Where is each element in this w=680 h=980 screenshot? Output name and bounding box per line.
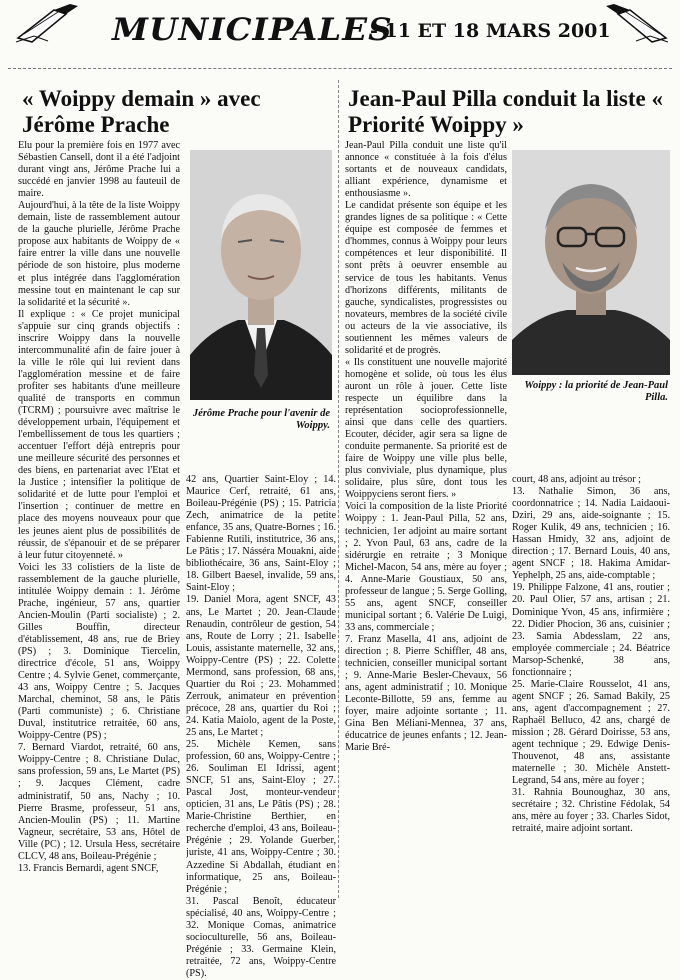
section-dates: - 11 ET 18 MARS 2001	[370, 20, 611, 42]
headline-right: Jean-Paul Pilla conduit la liste « Priorité Woippy »	[348, 86, 663, 137]
photo-jean-paul-pilla	[512, 150, 670, 375]
article-right-text-col2: court, 48 ans, adjoint au trésor ; 13. Nathalie Simon, 36 ans, coordonnatrice ; 14. Nadia Laidaoui-Dziri, 29 ans, aide-soignante ; 15. Roger Kulik, 49 ans, technicien ; 16. Hassan Hmidy, 32 ans, adjoint de direction ; 17. Bernard Louis, 40 ans, agent SNCF ; 18. Hakima Amidar-Yephelph, 25 ans, aide-comptable ; 19. Philippe Falzone, 41 ans, routier ; 20. Paul Olier, 57 ans, artisan ; 21. Dominique Yvon, 45 ans, infirmière ; 22. Didier Phocion, 36 ans, cuisinier ; 23. Samia Abdesslam, 22 ans, employée commerciale ; 24. Béatrice Marsop-Schenké, 38 ans, fonctionnaire ; 25. Marie-Claire Rousselot, 41 ans, agent SNCF ; 26. Samad Bakily, 25 ans, agent d'accompagnement ; 27. Raphaël Belluco, 42 ans, chargé de mission ; 28. Gérard Doirisse, 53 ans, agent technique ; 29. Edwige Denis-Thouvenot, 48 ans, assistante maternelle ; 30. Michèle Anstett-Legrand, 54 ans, mère au foyer ; 31. Rahnia Bounoughaz, 30 ans, secrétaire ; 32. Christine Fédolak, 54 ans, mère au foyer ; 33. Charles Sidot, retraité, maire adjoint sortant.	[512, 474, 670, 835]
header-rule	[8, 68, 672, 69]
pen-nib-icon	[600, 4, 670, 44]
pen-nib-icon	[14, 4, 84, 44]
column-divider	[338, 80, 339, 898]
photo-jerome-prache	[190, 150, 332, 400]
article-right-text-col1: Jean-Paul Pilla conduit une liste qu'il annonce « constituée à la fois d'élus sortants et de nouveaux candidats, alliant expérience, dynamisme et enthousiasme ». Le candidat présente son équipe et les grandes lignes de sa politique : « Cette équipe est composée de femmes et d'hommes, connus à Woippy pour leurs compétences et leur disponibilité. Il sont prêts à oeuvrer ensemble au service de tous les habitants. Venus d'horizons différents, militants de gauche, syndicalistes, progressistes ou novateurs, membres de la société civile ou acteurs de la vie associative, ils soutiennent les mêmes valeurs de solidarité et de progrès. « Ils constituent une nouvelle majorité homogène et solide, où tous les élus auront un rôle à jouer. Cette liste respecte un équilibre dans la représentation socioprofessionnelle, ainsi que dans celle des quartiers. Ecouter, décider, agir sera sa ligne de conduite permanente. Sa priorité est de faire de Woippy une ville plus belle, plus conviviale, plus dynamique, plus solidaire, plus sûre, dont tous les Woippyciens seront fiers. » Voici la composition de la liste Priorité Woippy : 1. Jean-Paul Pilla, 52 ans, technicien, 1er adjoint au maire sortant ; 2. Yvon Paul, 63 ans, cadre de la sidérurgie en retraite ; 3 Monique Michel-Macon, 54 ans, mère au foyer ; 4. Anne-Marie Goustiaux, 50 ans, professeur de langue ; 5. Serge Golling, 55 ans, agent SNCF, conseiller municipal sortant ; 6. Valérie De Luigi, 33 ans, commerciale ; 7. Franz Masella, 41 ans, adjoint de direction ; 8. Pierre Schiffler, 48 ans, technicien, conseiller municipal sortant ; 9. Anne-Marie Besler-Chevaux, 56 ans, agent administratif ; 10. Monique Leconte-Billotte, 59 ans, femme au foyer, maire adjointe sortante ; 11. Gina Ben Méliani-Mennea, 37 ans, éducatrice de jeunes enfants ; 12. Jean-Marie Bré-	[345, 140, 507, 754]
photo-caption-left: Jérôme Prache pour l'avenir de Woippy.	[192, 408, 330, 431]
headline-left: « Woippy demain » avec Jérôme Prache	[22, 86, 261, 137]
article-left-text-col1: Elu pour la première fois en 1977 avec Sébastien Cansell, dont il a été l'adjoint durant vingt ans, Jérôme Prache lui a succédé en janvier 1998 au fauteuil de maire. Aujourd'hui, à la tête de la liste Woippy demain, liste de rassemblement autour de la gauche plurielle, Jérôme Prache propose aux habitants de Woippy de « faire entrer la ville dans une nouvelle période de son histoire, plus moderne et plus intégrée dans l'agglomération messine tout en maintenant le cap sur la solidarité et la sécurité ». Il explique : « Ce projet municipal s'appuie sur cinq grands objectifs : inscrire Woippy dans la nouvelle intercommunalité afin de faire jouer à la ville le rôle qui lui revient dans l'agglomération messine et de faire profiter ses habitants d'une meilleure qualité de transports en commun (TCRM) ; poursuivre avec maîtrise le développement urbain, l'équipement et l'embellissement de tous les quartiers ; accentuer l'effort déjà entrepris pour une meilleure sécurité des personnes et des biens, en partenariat avec l'Etat et la Justice ; intensifier la politique de solidarité et de lutte pour l'emploi et l'insertion ; continuer de mettre en place des moyens nouveaux pour que les jeunes aient plus de possibilités de réussir, de s'épanouir et de se préparer à leur futur citoyenneté. » Voici les 33 colistiers de la liste de rassemblement de la gauche plurielle, intitulée Woippy demain : 1. Jérôme Prache, ingénieur, 57 ans, quartier Ancien-Moulin (Parti socialiste) ; 2. Gilles Bouffin, directeur d'établissement, 48 ans, rue de Briey (PS) ; 3. Dominique Tiercelin, directrice d'école, 51 ans, Woippy Centre ; 4. Sylvie Genet, commerçante, 43 ans, Woippy Centre ; 5. Jacques Marchal, cheminot, 58 ans, le Pâtis (Parti communiste) ; 6. Christiane Duval, institutrice retraitée, 60 ans, Woippy-Centre (PS) ; 7. Bernard Viardot, retraité, 60 ans, Woippy-Centre ; 8. Christiane Dulac, sans profession, 59 ans, Le Martet (PS) ; 9. Jacques Clément, cadre administratif, 50 ans, Nachy ; 10. Pierre Brasme, professeur, 51 ans, Ancien-Moulin (PS) ; 11. Martine Vagneur, secrétaire, 53 ans, Hôtel de Ville (PC) ; 12. Ursula Hess, secrétaire CLCV, 48 ans, Boileau-Prégénie ; 13. Francis Bernardi, agent SNCF,	[18, 140, 180, 874]
photo-caption-right: Woippy : la priorité de Jean-Paul Pilla.	[524, 380, 668, 403]
section-title: MUNICIPALES	[112, 12, 393, 48]
page-header	[0, 0, 680, 62]
article-left-text-col2: 42 ans, Quartier Saint-Eloy ; 14. Maurice Cerf, retraité, 61 ans, Boileau-Prégénie (PS) ; 15. Patricia Zech, animatrice de la petite enfance, 35 ans, Quatre-Bornes ; 16. Fabienne Rutili, institutrice, 36 ans, Le Pâtis ; 17. Násséra Mouakni, aide bibliothécaire, 36 ans, Saint-Eloy ; 18. Gilbert Baesel, invalide, 59 ans, Saint-Eloy ; 19. Daniel Mora, agent SNCF, 43 ans, Le Martet ; 20. Jean-Claude Renaudin, contrôleur de gestion, 54 ans, Route de Lorry ; 21. Isabelle Louis, assistante maternelle, 32 ans, Woippy-Centre (PS) ; 22. Colette Mermond, sans profession, 68 ans, Quartier du Roi ; 23. Mohammed Zerrouk, animateur en prévention précoce, 28 ans, quartier du Roi ; 24. Katia Maiolo, agent de la Poste, 25 ans, Le Martet ; 25. Michèle Kemen, sans profession, 60 ans, Woippy-Centre ; 26. Souliman El Idrissi, agent SNCF, 51 ans, Saint-Eloy ; 27. Pascal Jost, monteur-vendeur opticien, 31 ans, Le Pâtis (PS) ; 28. Marie-Christine Berthier, en recherche d'emploi, 43 ans, Boileau-Prégénie ; 29. Yolande Guerber, juriste, 41 ans, Woippy-Centre ; 30. Azzedine Si Abdallah, étudiant en informatique, 25 ans, Boileau-Prégénie ; 31. Pascal Benoît, éducateur spécialisé, 40 ans, Woippy-Centre ; 32. Monique Comas, animatrice socioculturelle, 56 ans, Boileau-Prégénie ; 33. Germaine Klein, retraitée, 72 ans, Woippy-Centre (PS).	[186, 474, 336, 979]
